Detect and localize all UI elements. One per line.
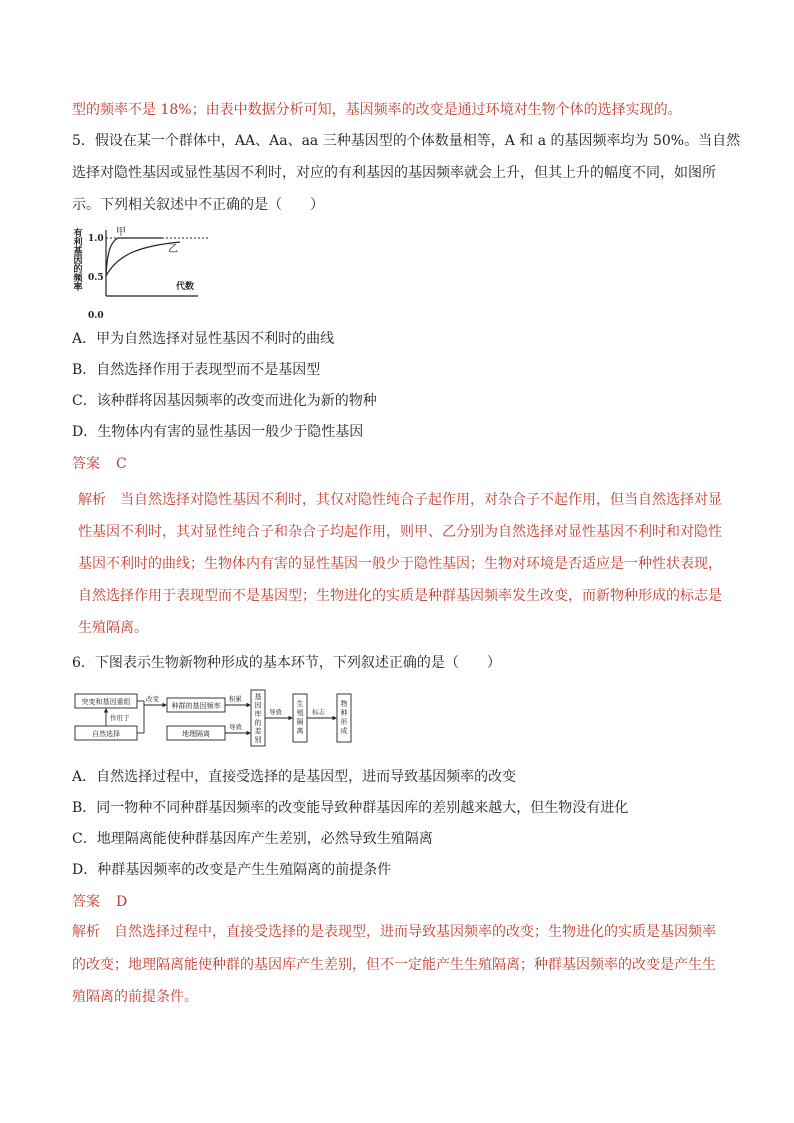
v6-char: 殖 <box>296 709 304 717</box>
q5-option-b: B．自然选择作用于表现型而不是基因型 <box>72 362 321 378</box>
v5-char: 库 <box>254 710 262 719</box>
q6-box-mutation-text: 突变和基因重组 <box>81 698 131 706</box>
q6-option-a: A．自然选择过程中，直接受选择的是基因型，进而导致基因频率的改变 <box>72 769 517 785</box>
q6-answer-label: 答案 <box>72 894 100 910</box>
q5-label-yi: 乙 <box>168 244 178 255</box>
v7-char: 形 <box>340 718 348 726</box>
q5-stem-line-3: 示。下列相关叙述中不正确的是（ ） <box>72 197 324 213</box>
v5-char: 的 <box>254 718 262 727</box>
q5-xlabel: 代数 <box>176 282 195 292</box>
v5-char: 差 <box>254 727 262 736</box>
q6-label-change: 改变 <box>146 695 159 703</box>
prev-analysis-tail: 型的频率不是 18%；由表中数据分析可知，基因频率的改变是通过环境对生物个体的选择实现的。 <box>72 102 682 118</box>
v5-char: 基 <box>254 693 262 701</box>
v6-char: 隔 <box>296 718 304 726</box>
ylab-char: 利 <box>73 238 83 248</box>
q6-label-accumulate: 积累 <box>229 695 242 703</box>
ylab-char: 有 <box>73 229 83 239</box>
q5-option-d: D．生物体内有害的显性基因一般少于隐性基因 <box>72 424 364 440</box>
q5-analysis-line-3: 基因不利时的曲线；生物体内有害的显性基因一般少于隐性基因；生物对环境是否适应是一种性状表现， <box>78 556 722 572</box>
q6-analysis-line-3: 殖隔离的前提条件。 <box>72 989 198 1005</box>
q5-analysis-line-1: 解析 当自然选择对隐性基因不利时，其仅对隐性纯合子起作用，对杂合子不起作用，但当自然选择对显 <box>78 492 722 508</box>
q6-speciation-diagram <box>74 688 364 748</box>
q6-option-b: B．同一物种不同种群基因频率的改变能导致种群基因库的差别越来越大，但生物没有进化 <box>72 800 629 816</box>
v5-char: 因 <box>254 701 262 710</box>
v7-char: 物 <box>340 700 348 708</box>
q5-option-c: C．该种群将因基因频率的改变而进化为新的物种 <box>72 393 377 409</box>
v6-char: 生 <box>296 700 304 708</box>
q5-gene-frequency-figure <box>70 224 220 322</box>
q5-curve-jia <box>106 238 162 276</box>
q5-analysis-line-2: 性基因不利时，其对显性纯合子和杂合子均起作用，则甲、乙分别为自然选择对显性基因不利时和对隐性 <box>78 524 722 540</box>
q5-analysis-line-4: 自然选择作用于表现型而不是基因型；生物进化的实质是种群基因频率发生改变，而新物种形成的标志是 <box>78 588 722 604</box>
q5-stem-line-1: 5．假设在某一个群体中，AA、Aa、aa 三种基因型的个体数量相等，A 和 a 的基因频率均为 50%。当自然 <box>72 133 741 149</box>
q5-label-jia: 甲 <box>116 227 126 238</box>
v6-char: 离 <box>296 727 304 735</box>
q6-label-leads: 导致 <box>229 723 242 731</box>
q6-box-selection-text: 自然选择 <box>92 730 120 738</box>
q6-answer-value: D <box>116 894 128 910</box>
q5-analysis-line-5: 生殖隔离。 <box>78 620 148 636</box>
ylab-char: 频 <box>73 274 83 284</box>
q5-stem-line-2: 选择对隐性基因或显性基因不利时，对应的有利基因的基因频率就会上升，但其上升的幅度不同，如图所 <box>72 165 716 181</box>
ylab-char: 基 <box>73 247 83 257</box>
q6-analysis-line-2: 的改变；地理隔离能使种群的基因库产生差别，但不一定能产生生殖隔离；种群基因频率的改变是产生生 <box>72 957 716 973</box>
q6-box-gene-frequency-text: 种群的基因频率 <box>171 702 221 710</box>
q6-label-marks: 标志 <box>312 708 325 716</box>
v5-char: 别 <box>254 736 262 744</box>
v7-char: 种 <box>340 709 348 717</box>
q6-label-leads-2: 导致 <box>269 708 282 716</box>
q5-answer <box>72 454 127 474</box>
q6-option-c: C．地理隔离能使种群基因库产生差别，必然导致生殖隔离 <box>72 831 433 847</box>
q5-figure-ylabel <box>72 227 83 293</box>
q5-tick-1: 1.0 <box>88 234 104 244</box>
q6-stem: 6．下图表示生物新物种形成的基本环节，下列叙述正确的是（ ） <box>72 655 501 671</box>
q6-answer <box>72 892 127 912</box>
q5-answer-label: 答案 <box>72 456 100 472</box>
q6-analysis-line-1: 解析 自然选择过程中，直接受选择的是表现型，进而导致基因频率的改变；生物进化的实质是基因频率 <box>72 924 716 940</box>
q5-tick-05: 0.5 <box>88 273 104 283</box>
q6-label-acts-on: 作用于 <box>110 714 130 722</box>
ylab-char: 的 <box>73 265 83 275</box>
q5-answer-value: C <box>116 456 127 472</box>
q5-tick-0: 0.0 <box>88 311 104 321</box>
ylab-char: 率 <box>73 283 83 293</box>
q6-box-geographic-text: 地理隔离 <box>182 730 210 738</box>
q5-option-a: A．甲为自然选择对显性基因不利时的曲线 <box>72 331 335 347</box>
ylab-char: 因 <box>73 256 83 266</box>
q6-box-gene-pool-text <box>255 692 262 744</box>
q6-option-d: D．种群基因频率的改变是产生生殖隔离的前提条件 <box>72 862 392 878</box>
v7-char: 成 <box>340 727 348 735</box>
